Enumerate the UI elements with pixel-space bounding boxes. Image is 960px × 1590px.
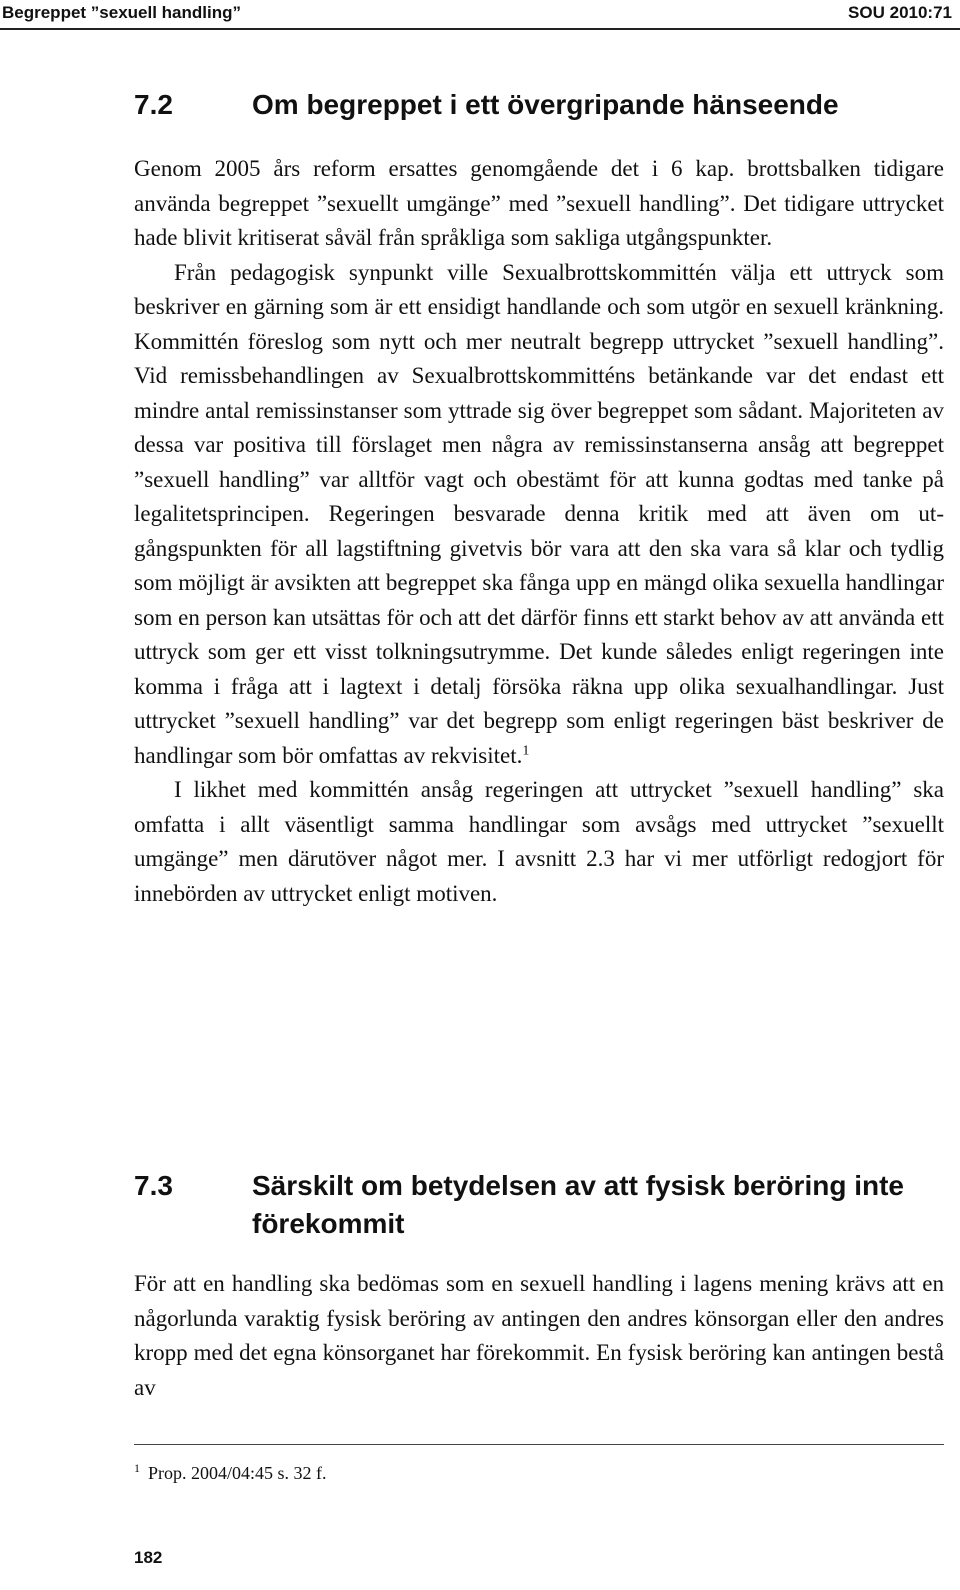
section-7-3-body bbox=[134, 1267, 944, 1405]
section-number: 7.2 bbox=[134, 89, 173, 120]
body-paragraph-text: Från pedagogisk synpunkt ville Sexualbrottskommittén välja ett uttryck som beskriver en gärning som är ett ensidigt handlande och som utgör en sexuell kränkning. Kommittén föreslog som nytt och mer neutralt begrepp uttrycket ”sexuell handling”. Vid remissbehandlingen av Sexualbrottskommitténs betänkande var det endast ett mindre antal remissinstanser som yttrade sig över begreppet som sådant. Majoriteten av dessa var positiva till förslaget men några av remissinstanserna ansåg att begreppet ”sexuell handling” var alltför vagt och obestämt för att kunna godtas med tanke på legalitetsprincipen. Regeringen besvarade denna kritik med att även om utgångspunkten för all lagstiftning givetvis bör vara att den ska vara så klar och tydlig som möjligt är avsikten att begreppet ska fånga upp en mängd olika sexuella handlingar som en person kan utsättas för och att det därför finns ett starkt behov av att använda ett uttryck som ger ett visst tolkningsutrymme. Det kunde således enligt regeringen inte komma i fråga att i lagtext i detalj försöka räkna upp olika sexualhandlingar. Just uttrycket ”sexuell handling” var det begrepp som enligt regeringen bäst beskriver de handlingar som bör omfattas av rekvisitet. bbox=[134, 259, 944, 768]
header-rule bbox=[0, 28, 960, 30]
footnote-mark: 1 bbox=[134, 1461, 140, 1475]
body-paragraph bbox=[134, 256, 944, 774]
section-number: 7.3 bbox=[134, 1170, 173, 1201]
running-header-title: Begreppet ”sexuell handling” bbox=[2, 3, 241, 22]
body-paragraph: I likhet med kommittén ansåg regeringen att uttrycket ”sexuell handling” ska omfatta i allt väsentligt samma handlingar som avsågs med uttrycket ”sexuellt umgänge” men därutöver något mer. I avsnitt 2.3 har vi mer utförligt redogjort för innebörden av uttrycket enligt motiven. bbox=[134, 777, 944, 906]
running-header bbox=[0, 0, 960, 28]
body-paragraph: För att en handling ska bedömas som en sexuell handling i lagens mening krävs att en någorlunda varaktig fysisk beröring av antingen den andres könsorgan eller den andres kropp med det egna könsorganet har förekommit. En fysisk beröring kan antingen bestå av bbox=[134, 1271, 944, 1400]
footnote-text: Prop. 2004/04:45 s. 32 f. bbox=[148, 1463, 327, 1483]
page-number: 182 bbox=[134, 1548, 163, 1567]
section-title: Särskilt om betydelsen av att fysisk beröring inte förekommit bbox=[252, 1170, 904, 1239]
footnote bbox=[134, 1462, 327, 1484]
running-header-report-id: SOU 2010:71 bbox=[848, 3, 952, 22]
body-paragraph: Genom 2005 års reform ersattes genomgående det i 6 kap. brottsbalken tidigare använda begreppet ”sexuellt umgänge” med ”sexuell handling”. Det tidigare uttrycket hade blivit kritiserat såväl från språkliga som sakliga utgångspunkter. bbox=[134, 156, 944, 250]
section-7-2-body bbox=[134, 152, 944, 911]
footnote-rule bbox=[134, 1444, 944, 1445]
footnote-reference[interactable]: 1 bbox=[522, 742, 530, 758]
section-title: Om begreppet i ett övergripande hänseende bbox=[252, 89, 839, 120]
